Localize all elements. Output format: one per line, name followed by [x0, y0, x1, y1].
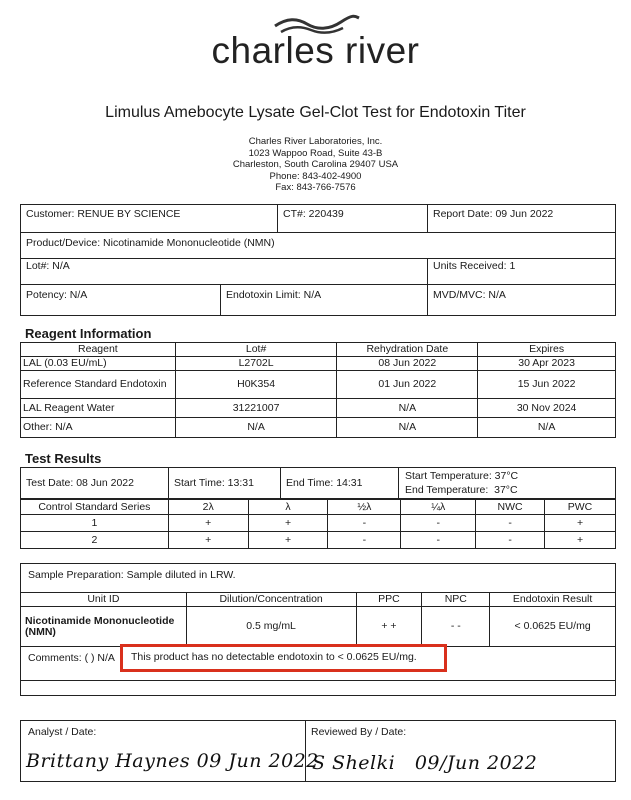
customer-field: Customer: RENUE BY SCIENCE: [26, 208, 181, 220]
address-line: Charles River Laboratories, Inc.: [248, 136, 383, 147]
units-received: Units Received: 1: [433, 260, 516, 272]
start-time: Start Time: 13:31: [174, 477, 254, 489]
lot-field: Lot#: N/A: [26, 260, 70, 272]
column-header: Expires: [478, 343, 616, 357]
reviewer-signature: S Shelki 09/Jun 2022: [312, 752, 538, 774]
reagent-name: LAL (0.03 EU/mL): [21, 357, 176, 371]
sample-results-table: [20, 592, 616, 647]
rehydration-date: 08 Jun 2022: [337, 357, 478, 371]
result-cell: -: [476, 532, 545, 549]
endotoxin-result: < 0.0625 EU/mg: [490, 607, 616, 647]
reagent-lot: 31221007: [175, 399, 337, 418]
table-row: [21, 399, 616, 418]
result-cell: +: [168, 532, 248, 549]
column-header: Unit ID: [21, 593, 187, 607]
sample-preparation: Sample Preparation: Sample diluted in LRW.: [28, 569, 236, 581]
column-header: λ: [248, 500, 328, 515]
product-field: Product/Device: Nicotinamide Mononucleotide (NMN): [26, 237, 275, 249]
column-header: ½λ: [328, 500, 401, 515]
test-date: Test Date: 08 Jun 2022: [26, 477, 134, 489]
dilution-value: 0.5 mg/mL: [186, 607, 356, 647]
result-cell: +: [168, 515, 248, 532]
start-temperature: Start Temperature: 37°C: [405, 470, 519, 482]
reviewer-label: Reviewed By / Date:: [311, 726, 407, 738]
expires-date: 30 Nov 2024: [478, 399, 616, 418]
page-title: Limulus Amebocyte Lysate Gel-Clot Test for Endotoxin Titer: [105, 104, 526, 121]
column-header: Endotoxin Result: [490, 593, 616, 607]
address-line: Phone: 843-402-4900: [269, 170, 362, 182]
table-row: [21, 532, 616, 549]
table-row: [21, 418, 616, 438]
table-row: [21, 343, 616, 357]
unit-id: Nicotinamide Mononucleotide (NMN): [21, 607, 187, 647]
series-number: 1: [21, 515, 169, 532]
column-header: Reagent: [21, 343, 176, 357]
result-cell: -: [328, 532, 401, 549]
expires-date: 15 Jun 2022: [478, 371, 616, 399]
result-cell: +: [248, 515, 328, 532]
potency-field: Potency: N/A: [26, 289, 88, 301]
result-cell: -: [401, 532, 476, 549]
column-header: NWC: [476, 500, 545, 515]
column-header: Rehydration Date: [337, 343, 478, 357]
analyst-label: Analyst / Date:: [28, 726, 97, 738]
table-row: [21, 357, 616, 371]
reagent-lot: L2702L: [175, 357, 337, 371]
result-cell: -: [328, 515, 401, 532]
end-temperature: End Temperature: 37°C: [405, 484, 518, 496]
table-row: [21, 371, 616, 399]
ppc-value: + +: [356, 607, 422, 647]
brand-name: charles river: [211, 30, 420, 71]
column-header: Dilution/Concentration: [186, 593, 356, 607]
reagent-lot: N/A: [175, 418, 337, 438]
logo: [0, 12, 631, 69]
reagent-name: Reference Standard Endotoxin: [21, 371, 176, 399]
comment-highlight: [120, 644, 447, 672]
result-cell: +: [248, 532, 328, 549]
series-number: 2: [21, 532, 169, 549]
table-row: [21, 500, 616, 515]
rehydration-date: N/A: [337, 399, 478, 418]
table-row: [21, 593, 616, 607]
column-header: Lot#: [175, 343, 337, 357]
address-line: Fax: 843-766-7576: [275, 182, 356, 193]
column-header: Control Standard Series: [21, 500, 169, 515]
control-standard-table: [20, 499, 616, 549]
column-header: NPC: [422, 593, 490, 607]
result-cell: -: [476, 515, 545, 532]
result-cell: +: [545, 515, 616, 532]
result-cell: +: [545, 532, 616, 549]
reagent-lot: H0K354: [175, 371, 337, 399]
address-line: Charleston, South Carolina 29407 USA: [232, 159, 399, 170]
reagent-heading: Reagent Information: [25, 326, 152, 341]
endotoxin-limit: Endotoxin Limit: N/A: [226, 289, 322, 301]
comments-label: Comments: ( ) N/A: [28, 652, 115, 664]
test-results-heading: Test Results: [25, 451, 102, 466]
result-cell: -: [401, 515, 476, 532]
analyst-signature: Brittany Haynes 09 Jun 2022: [26, 750, 319, 772]
reagent-name: Other: N/A: [21, 418, 176, 438]
column-header: PPC: [356, 593, 422, 607]
report-date: Report Date: 09 Jun 2022: [433, 208, 554, 220]
rehydration-date: N/A: [337, 418, 478, 438]
table-row: [21, 607, 616, 647]
table-row: [21, 515, 616, 532]
end-time: End Time: 14:31: [286, 477, 363, 489]
reagent-table: [20, 342, 616, 438]
rehydration-date: 01 Jun 2022: [337, 371, 478, 399]
column-header: PWC: [545, 500, 616, 515]
address-block: [0, 136, 631, 194]
address-line: 1023 Wappoo Road, Suite 43-B: [248, 147, 383, 159]
expires-date: 30 Apr 2023: [478, 357, 616, 371]
column-header: ¼λ: [401, 500, 476, 515]
comment-text: This product has no detectable endotoxin to < 0.0625 EU/mg.: [131, 651, 417, 663]
expires-date: N/A: [478, 418, 616, 438]
mvd-field: MVD/MVC: N/A: [433, 289, 506, 301]
reagent-name: LAL Reagent Water: [21, 399, 176, 418]
ct-number: CT#: 220439: [283, 208, 344, 220]
npc-value: - -: [422, 607, 490, 647]
column-header: 2λ: [168, 500, 248, 515]
